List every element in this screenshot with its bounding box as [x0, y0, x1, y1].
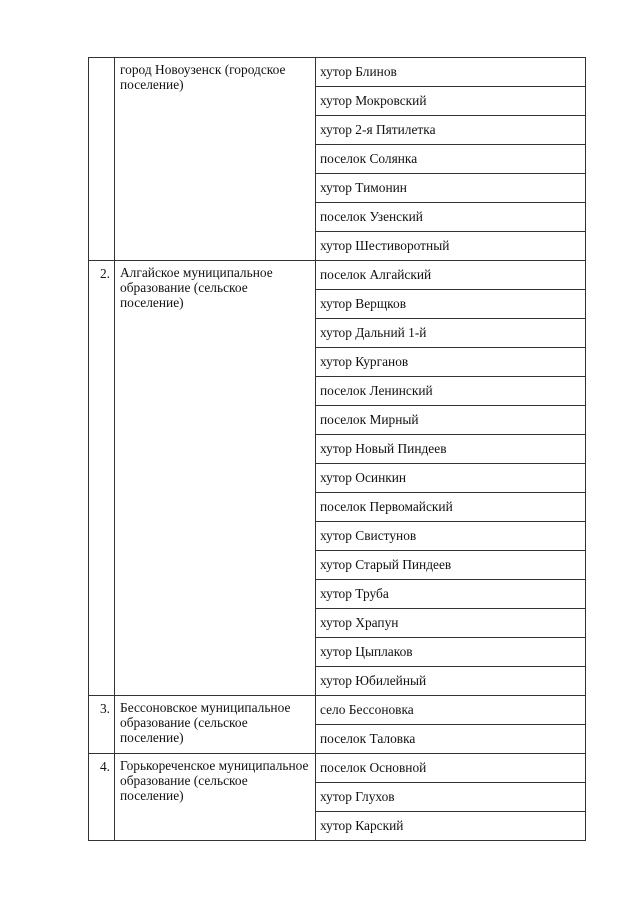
row-number-cell — [89, 696, 115, 754]
settlement-name: хутор Мокровский — [320, 93, 427, 108]
settlement-cell — [316, 638, 586, 667]
settlement-cell — [316, 232, 586, 261]
settlement-cell — [316, 116, 586, 145]
settlement-cell — [316, 783, 586, 812]
settlement-name: хутор Тимонин — [320, 180, 407, 195]
settlement-name: хутор Шестиворотный — [320, 238, 450, 253]
settlement-cell — [316, 464, 586, 493]
settlement-name: хутор Свистунов — [320, 528, 417, 543]
settlement-cell — [316, 609, 586, 638]
table-row — [89, 754, 586, 783]
municipality-name: Бессоновское муниципальное образование (сельское поселение) — [120, 700, 291, 745]
row-number-cell — [89, 754, 115, 841]
row-number: 2. — [99, 266, 110, 281]
settlement-cell — [316, 812, 586, 841]
settlement-cell — [316, 319, 586, 348]
settlement-cell — [316, 174, 586, 203]
settlement-cell — [316, 58, 586, 87]
table-row — [89, 58, 586, 87]
settlement-name: хутор Старый Пиндеев — [320, 557, 452, 572]
settlement-name: поселок Алгайский — [320, 267, 432, 282]
settlement-cell — [316, 754, 586, 783]
row-number-cell — [89, 261, 115, 696]
row-number — [89, 58, 114, 63]
settlement-name: хутор Юбилейный — [320, 673, 427, 688]
settlement-cell — [316, 696, 586, 725]
settlement-name: поселок Основной — [320, 760, 427, 775]
settlement-name: хутор Новый Пиндеев — [320, 441, 447, 456]
settlement-name: село Бессоновка — [320, 702, 414, 717]
settlement-name: хутор Осинкин — [320, 470, 407, 485]
settlement-cell — [316, 725, 586, 754]
settlement-name: поселок Таловка — [320, 731, 416, 746]
settlement-name: хутор Курганов — [320, 354, 409, 369]
settlement-name: хутор Дальний 1-й — [320, 325, 427, 340]
settlement-name: хутор Цыплаков — [320, 644, 413, 659]
settlement-cell — [316, 203, 586, 232]
settlement-name: поселок Мирный — [320, 412, 419, 427]
settlement-cell — [316, 580, 586, 609]
municipality-name: Алгайское муниципальное образование (сельское поселение) — [120, 265, 273, 310]
settlement-name: хутор Карский — [320, 818, 404, 833]
settlement-cell — [316, 261, 586, 290]
settlement-cell — [316, 87, 586, 116]
settlement-name: хутор Глухов — [320, 789, 395, 804]
settlement-cell — [316, 435, 586, 464]
settlement-cell — [316, 406, 586, 435]
settlement-name: хутор Верщков — [320, 296, 407, 311]
settlement-cell — [316, 667, 586, 696]
settlement-cell — [316, 551, 586, 580]
settlement-name: поселок Ленинский — [320, 383, 433, 398]
settlement-name: поселок Солянка — [320, 151, 418, 166]
row-number-cell — [89, 58, 115, 261]
settlement-name: хутор 2-я Пятилетка — [320, 122, 436, 137]
municipality-name: город Новоузенск (городское поселение) — [120, 62, 286, 92]
municipality-name: Горькореченское муниципальное образование (сельское поселение) — [120, 758, 309, 803]
settlement-cell — [316, 145, 586, 174]
settlement-name: хутор Труба — [320, 586, 389, 601]
row-number: 3. — [99, 701, 110, 716]
settlement-name: поселок Узенский — [320, 209, 423, 224]
table-row — [89, 696, 586, 725]
settlements-table — [88, 57, 586, 841]
municipality-cell — [115, 754, 316, 841]
settlement-cell — [316, 290, 586, 319]
municipality-cell — [115, 261, 316, 696]
settlement-name: хутор Храпун — [320, 615, 399, 630]
table-row — [89, 261, 586, 290]
settlement-name: поселок Первомайский — [320, 499, 453, 514]
row-number: 4. — [99, 759, 110, 774]
municipality-cell — [115, 696, 316, 754]
settlement-name: хутор Блинов — [320, 64, 397, 79]
settlement-cell — [316, 493, 586, 522]
settlement-cell — [316, 522, 586, 551]
settlement-cell — [316, 348, 586, 377]
settlement-cell — [316, 377, 586, 406]
municipality-cell — [115, 58, 316, 261]
